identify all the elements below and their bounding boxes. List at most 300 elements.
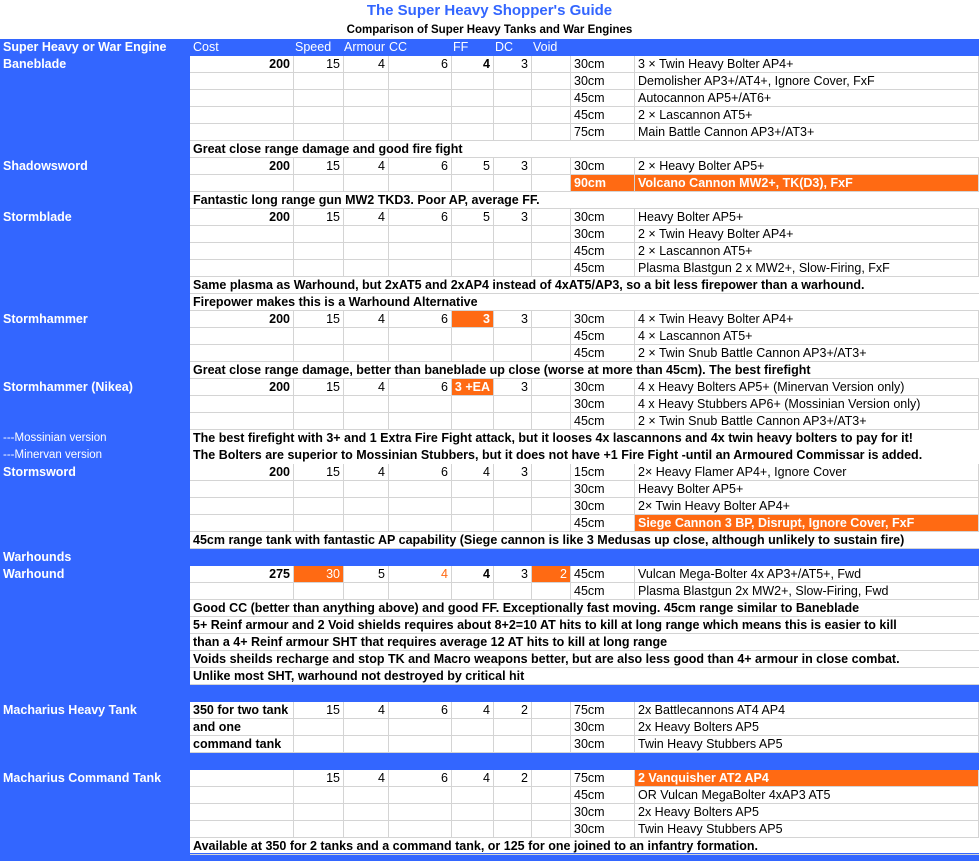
armour-cell: 4 bbox=[344, 702, 389, 719]
speed-cell: 15 bbox=[294, 311, 344, 328]
row-note: 5+ Reinf armour and 2 Void shields requires about 8+2=10 AT hits to kill at long range which means this is easier to kill bbox=[190, 617, 979, 634]
cc-cell bbox=[389, 107, 452, 124]
dc-cell bbox=[494, 719, 532, 736]
void-cell bbox=[532, 158, 571, 175]
cc-cell bbox=[389, 804, 452, 821]
cc-cell: 6 bbox=[389, 311, 452, 328]
range-cell: 45cm bbox=[571, 260, 635, 277]
dc-cell bbox=[494, 73, 532, 90]
dc-cell bbox=[494, 328, 532, 345]
variant-label: ---Mossinian version bbox=[3, 432, 107, 444]
ff-cell: 4 bbox=[452, 464, 494, 481]
speed-cell bbox=[294, 226, 344, 243]
void-cell bbox=[532, 90, 571, 107]
cost-cell bbox=[190, 770, 294, 787]
table-row bbox=[0, 804, 979, 821]
table-row bbox=[0, 787, 979, 804]
ff-cell: 4 bbox=[452, 566, 494, 583]
range-cell: 30cm bbox=[571, 158, 635, 175]
cc-cell bbox=[389, 124, 452, 141]
table-row bbox=[0, 311, 979, 328]
void-cell bbox=[532, 345, 571, 362]
range-cell: 90cm bbox=[571, 175, 635, 192]
unit-name: Stormsword bbox=[3, 465, 76, 479]
void-cell bbox=[532, 56, 571, 73]
weapon-cell: 2 × Heavy Bolter AP5+ bbox=[635, 158, 979, 175]
range-cell: 30cm bbox=[571, 821, 635, 838]
dc-cell: 3 bbox=[494, 464, 532, 481]
ff-cell bbox=[452, 481, 494, 498]
cc-cell bbox=[389, 736, 452, 753]
table-row bbox=[0, 362, 979, 379]
cost-cell bbox=[190, 73, 294, 90]
weapon-cell: Siege Cannon 3 BP, Disrupt, Ignore Cover, FxF bbox=[635, 515, 979, 532]
header-void: Void bbox=[533, 40, 558, 54]
table-row bbox=[0, 447, 979, 464]
cost-cell bbox=[190, 328, 294, 345]
cost-cell bbox=[190, 787, 294, 804]
dc-cell: 3 bbox=[494, 209, 532, 226]
header-dc: DC bbox=[495, 40, 514, 54]
armour-cell bbox=[344, 413, 389, 430]
speed-cell bbox=[294, 498, 344, 515]
armour-cell bbox=[344, 481, 389, 498]
weapon-cell: Autocannon AP5+/AT6+ bbox=[635, 90, 979, 107]
dc-cell bbox=[494, 498, 532, 515]
dc-cell bbox=[494, 90, 532, 107]
range-cell: 75cm bbox=[571, 770, 635, 787]
row-note: than a 4+ Reinf armour SHT that requires average 12 AT hits to kill at long range bbox=[190, 634, 979, 651]
table-body bbox=[0, 56, 979, 855]
dc-cell bbox=[494, 243, 532, 260]
weapon-cell: 2 × Lascannon AT5+ bbox=[635, 107, 979, 124]
speed-cell: 15 bbox=[294, 158, 344, 175]
speed-cell bbox=[294, 481, 344, 498]
armour-cell bbox=[344, 73, 389, 90]
dc-cell bbox=[494, 481, 532, 498]
ff-cell bbox=[452, 73, 494, 90]
table-row bbox=[0, 260, 979, 277]
table-row bbox=[0, 107, 979, 124]
row-note: Good CC (better than anything above) and good FF. Exceptionally fast moving. 45cm range similar to Baneblade bbox=[190, 600, 979, 617]
ff-cell bbox=[452, 107, 494, 124]
table-row bbox=[0, 209, 979, 226]
dc-cell bbox=[494, 226, 532, 243]
void-cell bbox=[532, 209, 571, 226]
speed-cell bbox=[294, 396, 344, 413]
void-cell bbox=[532, 702, 571, 719]
weapon-cell: Twin Heavy Stubbers AP5 bbox=[635, 736, 979, 753]
cost-cell bbox=[190, 515, 294, 532]
variant-label: ---Minervan version bbox=[3, 449, 103, 461]
dc-cell bbox=[494, 345, 532, 362]
speed-cell bbox=[294, 515, 344, 532]
weapon-cell: 2x Heavy Bolters AP5 bbox=[635, 719, 979, 736]
table-row bbox=[0, 532, 979, 549]
weapon-cell: 2 × Twin Snub Battle Cannon AP3+/AT3+ bbox=[635, 345, 979, 362]
armour-cell bbox=[344, 736, 389, 753]
void-cell bbox=[532, 379, 571, 396]
range-cell: 30cm bbox=[571, 226, 635, 243]
speed-cell: 15 bbox=[294, 464, 344, 481]
armour-cell: 4 bbox=[344, 56, 389, 73]
table-row bbox=[0, 651, 979, 668]
speed-cell: 15 bbox=[294, 702, 344, 719]
table-row bbox=[0, 226, 979, 243]
void-cell bbox=[532, 804, 571, 821]
armour-cell bbox=[344, 583, 389, 600]
weapon-cell: Heavy Bolter AP5+ bbox=[635, 209, 979, 226]
unit-name: Macharius Heavy Tank bbox=[3, 703, 137, 717]
ff-cell bbox=[452, 243, 494, 260]
weapon-cell: 3 × Twin Heavy Bolter AP4+ bbox=[635, 56, 979, 73]
cc-cell bbox=[389, 821, 452, 838]
range-cell: 30cm bbox=[571, 396, 635, 413]
dc-cell bbox=[494, 787, 532, 804]
dc-cell: 3 bbox=[494, 56, 532, 73]
table-row bbox=[0, 124, 979, 141]
weapon-cell: 2× Heavy Flamer AP4+, Ignore Cover bbox=[635, 464, 979, 481]
ff-cell bbox=[452, 498, 494, 515]
range-cell: 45cm bbox=[571, 413, 635, 430]
void-cell bbox=[532, 770, 571, 787]
table-row bbox=[0, 515, 979, 532]
cc-cell bbox=[389, 498, 452, 515]
weapon-cell: 4 × Lascannon AT5+ bbox=[635, 328, 979, 345]
cost-cell bbox=[190, 175, 294, 192]
table-row bbox=[0, 719, 979, 736]
dc-cell: 2 bbox=[494, 702, 532, 719]
table-row bbox=[0, 141, 979, 158]
armour-cell bbox=[344, 787, 389, 804]
range-cell: 45cm bbox=[571, 90, 635, 107]
unit-name: Stormblade bbox=[3, 210, 72, 224]
dc-cell bbox=[494, 396, 532, 413]
table-row bbox=[0, 600, 979, 617]
void-cell bbox=[532, 73, 571, 90]
weapon-cell: Volcano Cannon MW2+, TK(D3), FxF bbox=[635, 175, 979, 192]
speed-cell bbox=[294, 345, 344, 362]
cost-cell: command tank bbox=[190, 736, 294, 753]
armour-cell bbox=[344, 243, 389, 260]
speed-cell bbox=[294, 736, 344, 753]
cost-cell: 200 bbox=[190, 56, 294, 73]
range-cell: 30cm bbox=[571, 736, 635, 753]
header-cost: Cost bbox=[193, 40, 219, 54]
dc-cell bbox=[494, 107, 532, 124]
ff-cell bbox=[452, 396, 494, 413]
cost-cell bbox=[190, 413, 294, 430]
ff-cell bbox=[452, 787, 494, 804]
ff-cell bbox=[452, 90, 494, 107]
variant-note: The best firefight with 3+ and 1 Extra Fire Fight attack, but it looses 4x lascannons and 4x twin heavy bolters to pay for it! bbox=[193, 431, 913, 445]
row-note: Unlike most SHT, warhound not destroyed by critical hit bbox=[190, 668, 979, 685]
dc-cell bbox=[494, 821, 532, 838]
dc-cell bbox=[494, 583, 532, 600]
speed-cell bbox=[294, 821, 344, 838]
weapon-cell: 2 × Lascannon AT5+ bbox=[635, 243, 979, 260]
speed-cell bbox=[294, 583, 344, 600]
void-cell bbox=[532, 311, 571, 328]
cc-cell bbox=[389, 345, 452, 362]
table-row bbox=[0, 481, 979, 498]
void-cell bbox=[532, 787, 571, 804]
range-cell: 45cm bbox=[571, 583, 635, 600]
armour-cell bbox=[344, 226, 389, 243]
cost-cell bbox=[190, 804, 294, 821]
cc-cell bbox=[389, 175, 452, 192]
weapon-cell: OR Vulcan MegaBolter 4xAP3 AT5 bbox=[635, 787, 979, 804]
dc-cell: 3 bbox=[494, 379, 532, 396]
void-cell bbox=[532, 107, 571, 124]
speed-cell: 30 bbox=[294, 566, 344, 583]
table-row bbox=[0, 464, 979, 481]
weapon-cell: Demolisher AP3+/AT4+, Ignore Cover, FxF bbox=[635, 73, 979, 90]
weapon-cell: 2 × Twin Heavy Bolter AP4+ bbox=[635, 226, 979, 243]
armour-cell bbox=[344, 396, 389, 413]
row-note: Great close range damage, better than baneblade up close (worse at more than 45cm). The best firefight bbox=[190, 362, 979, 379]
speed-cell bbox=[294, 719, 344, 736]
table-row bbox=[0, 838, 979, 855]
weapon-cell: Main Battle Cannon AP3+/AT3+ bbox=[635, 124, 979, 141]
ff-cell bbox=[452, 345, 494, 362]
weapon-cell: Plasma Blastgun 2x MW2+, Slow-Firing, Fwd bbox=[635, 583, 979, 600]
unit-name: Stormhammer bbox=[3, 312, 88, 326]
row-note: Available at 350 for 2 tanks and a command tank, or 125 for one joined to an infantry formation. bbox=[190, 838, 979, 855]
range-cell: 45cm bbox=[571, 566, 635, 583]
table-row bbox=[0, 617, 979, 634]
cost-cell bbox=[190, 498, 294, 515]
armour-cell bbox=[344, 90, 389, 107]
section-label: Warhounds bbox=[3, 550, 72, 564]
speed-cell bbox=[294, 175, 344, 192]
speed-cell bbox=[294, 413, 344, 430]
armour-cell bbox=[344, 124, 389, 141]
armour-cell: 4 bbox=[344, 770, 389, 787]
unit-name: Shadowsword bbox=[3, 159, 88, 173]
ff-cell bbox=[452, 175, 494, 192]
ff-cell: 4 bbox=[452, 702, 494, 719]
cost-cell bbox=[190, 821, 294, 838]
table-row bbox=[0, 549, 979, 566]
speed-cell bbox=[294, 804, 344, 821]
cc-cell bbox=[389, 787, 452, 804]
table-row bbox=[0, 413, 979, 430]
armour-cell: 5 bbox=[344, 566, 389, 583]
cost-cell bbox=[190, 260, 294, 277]
dc-cell bbox=[494, 175, 532, 192]
table-row bbox=[0, 668, 979, 685]
table-row bbox=[0, 634, 979, 651]
void-cell bbox=[532, 260, 571, 277]
cc-cell bbox=[389, 413, 452, 430]
cc-cell: 6 bbox=[389, 702, 452, 719]
range-cell: 30cm bbox=[571, 56, 635, 73]
speed-cell bbox=[294, 328, 344, 345]
void-cell bbox=[532, 498, 571, 515]
void-cell bbox=[532, 396, 571, 413]
range-cell: 30cm bbox=[571, 73, 635, 90]
ff-cell bbox=[452, 515, 494, 532]
table-row bbox=[0, 583, 979, 600]
cc-cell bbox=[389, 243, 452, 260]
cc-cell: 6 bbox=[389, 209, 452, 226]
page-title: The Super Heavy Shopper's Guide bbox=[366, 2, 613, 19]
table-row bbox=[0, 498, 979, 515]
dc-cell bbox=[494, 124, 532, 141]
ff-cell: 5 bbox=[452, 209, 494, 226]
ff-cell: 5 bbox=[452, 158, 494, 175]
row-note: Fantastic long range gun MW2 TKD3. Poor AP, average FF. bbox=[190, 192, 979, 209]
row-note: Great close range damage and good fire fight bbox=[190, 141, 979, 158]
armour-cell bbox=[344, 345, 389, 362]
cc-cell: 4 bbox=[389, 566, 452, 583]
ff-cell bbox=[452, 719, 494, 736]
ff-cell bbox=[452, 260, 494, 277]
table-row bbox=[0, 736, 979, 753]
void-cell: 2 bbox=[532, 566, 571, 583]
header-name: Super Heavy or War Engine bbox=[3, 40, 167, 54]
speed-cell: 15 bbox=[294, 379, 344, 396]
void-cell bbox=[532, 226, 571, 243]
cc-cell bbox=[389, 260, 452, 277]
cost-cell: 275 bbox=[190, 566, 294, 583]
speed-cell bbox=[294, 90, 344, 107]
row-note: 45cm range tank with fantastic AP capability (Siege cannon is like 3 Medusas up close, although unlikely to sustain fire) bbox=[190, 532, 979, 549]
range-cell: 45cm bbox=[571, 515, 635, 532]
header-cc: CC bbox=[389, 40, 408, 54]
table-row bbox=[0, 396, 979, 413]
cost-cell bbox=[190, 107, 294, 124]
range-cell: 45cm bbox=[571, 345, 635, 362]
weapon-cell: 2× Twin Heavy Bolter AP4+ bbox=[635, 498, 979, 515]
void-cell bbox=[532, 821, 571, 838]
ff-cell bbox=[452, 804, 494, 821]
cost-cell: and one bbox=[190, 719, 294, 736]
void-cell bbox=[532, 736, 571, 753]
armour-cell bbox=[344, 328, 389, 345]
speed-cell: 15 bbox=[294, 209, 344, 226]
weapon-cell: 4 x Heavy Bolters AP5+ (Minervan Version only) bbox=[635, 379, 979, 396]
range-cell: 75cm bbox=[571, 124, 635, 141]
armour-cell bbox=[344, 719, 389, 736]
armour-cell: 4 bbox=[344, 311, 389, 328]
void-cell bbox=[532, 328, 571, 345]
range-cell: 75cm bbox=[571, 702, 635, 719]
range-cell: 45cm bbox=[571, 243, 635, 260]
header-speed: Speed bbox=[295, 40, 332, 54]
table-row bbox=[0, 158, 979, 175]
range-cell: 45cm bbox=[571, 107, 635, 124]
cost-cell bbox=[190, 481, 294, 498]
table-row bbox=[0, 277, 979, 294]
table-row bbox=[0, 430, 979, 447]
cc-cell bbox=[389, 73, 452, 90]
armour-cell bbox=[344, 498, 389, 515]
table-row bbox=[0, 90, 979, 107]
row-note: Firepower makes this is a Warhound Alternative bbox=[190, 294, 979, 311]
cc-cell bbox=[389, 328, 452, 345]
table-row bbox=[0, 175, 979, 192]
speed-cell bbox=[294, 73, 344, 90]
weapon-cell: 2 × Twin Snub Battle Cannon AP3+/AT3+ bbox=[635, 413, 979, 430]
cc-cell: 6 bbox=[389, 770, 452, 787]
table-row bbox=[0, 685, 979, 702]
header-armour: Armour bbox=[344, 40, 385, 54]
range-cell: 30cm bbox=[571, 311, 635, 328]
dc-cell: 3 bbox=[494, 311, 532, 328]
table-row bbox=[0, 821, 979, 838]
dc-cell bbox=[494, 515, 532, 532]
speed-cell bbox=[294, 243, 344, 260]
speed-cell bbox=[294, 787, 344, 804]
cc-cell bbox=[389, 481, 452, 498]
armour-cell bbox=[344, 107, 389, 124]
dc-cell bbox=[494, 804, 532, 821]
table-row bbox=[0, 73, 979, 90]
table-row bbox=[0, 328, 979, 345]
void-cell bbox=[532, 583, 571, 600]
range-cell: 30cm bbox=[571, 209, 635, 226]
dc-cell bbox=[494, 413, 532, 430]
speed-cell: 15 bbox=[294, 56, 344, 73]
table-row bbox=[0, 753, 979, 770]
weapon-cell: Twin Heavy Stubbers AP5 bbox=[635, 821, 979, 838]
range-cell: 30cm bbox=[571, 498, 635, 515]
range-cell: 30cm bbox=[571, 719, 635, 736]
dc-cell: 3 bbox=[494, 566, 532, 583]
weapon-cell: 2x Battlecannons AT4 AP4 bbox=[635, 702, 979, 719]
table-row bbox=[0, 702, 979, 719]
dc-cell bbox=[494, 736, 532, 753]
variant-note: The Bolters are superior to Mossinian Stubbers, but it does not have +1 Fire Fight -until an Armoured Commissar is added. bbox=[193, 448, 923, 462]
range-cell: 30cm bbox=[571, 379, 635, 396]
cost-cell: 200 bbox=[190, 158, 294, 175]
void-cell bbox=[532, 243, 571, 260]
armour-cell: 4 bbox=[344, 464, 389, 481]
ff-cell: 3 +EA bbox=[452, 379, 494, 396]
ff-cell: 4 bbox=[452, 56, 494, 73]
table-row bbox=[0, 566, 979, 583]
cost-cell: 200 bbox=[190, 311, 294, 328]
cost-cell: 200 bbox=[190, 379, 294, 396]
table-row bbox=[0, 56, 979, 73]
speed-cell bbox=[294, 260, 344, 277]
ff-cell bbox=[452, 736, 494, 753]
cc-cell bbox=[389, 719, 452, 736]
speed-cell bbox=[294, 107, 344, 124]
ff-cell: 4 bbox=[452, 770, 494, 787]
cc-cell: 6 bbox=[389, 379, 452, 396]
weapon-cell: Plasma Blastgun 2 x MW2+, Slow-Firing, FxF bbox=[635, 260, 979, 277]
void-cell bbox=[532, 481, 571, 498]
armour-cell: 4 bbox=[344, 209, 389, 226]
ff-cell bbox=[452, 124, 494, 141]
cost-cell bbox=[190, 345, 294, 362]
cost-cell bbox=[190, 90, 294, 107]
range-cell: 30cm bbox=[571, 481, 635, 498]
cc-cell bbox=[389, 515, 452, 532]
header-row bbox=[0, 39, 979, 56]
weapon-cell: 4 × Twin Heavy Bolter AP4+ bbox=[635, 311, 979, 328]
cc-cell bbox=[389, 226, 452, 243]
weapon-cell: 2 Vanquisher AT2 AP4 bbox=[635, 770, 979, 787]
cost-cell bbox=[190, 396, 294, 413]
void-cell bbox=[532, 124, 571, 141]
table-row bbox=[0, 243, 979, 260]
void-cell bbox=[532, 515, 571, 532]
table-row bbox=[0, 345, 979, 362]
